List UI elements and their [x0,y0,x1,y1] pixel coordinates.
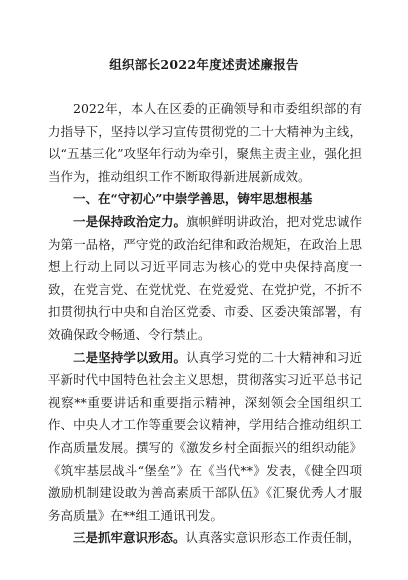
paragraph-1-body: 旗帜鲜明讲政治，把对党忠诚作为第一品格，严守党的政治纪律和政治规矩，在政治上思想上行动上同以习近平同志为核心的党中央保持高度一致，在党言党、在党忧党、在党爱党、在党护党，不折不扣贯彻执行中央和自治区党委、市委、区委决策部署，有效确保政令畅通、令行禁止。 [48,213,362,342]
paragraph-2-lead: 二是坚持学以致用。 [73,349,187,365]
paragraph-3 [48,527,362,550]
document-title: 组织部长2022年度述责述廉报告 [109,57,299,72]
paragraph-1 [48,211,362,347]
paragraph-2-body: 认真学习党的二十大精神和习近平新时代中国特色社会主义思想，贯彻落实习近平总书记视察**重要讲话和重要指示精神，深刻领会全国组织工作、中央人才工作等重要会议精神，学用结合推动组织工作高质量发展。撰写的《激发乡村全面振兴的组织动能》《筑牢基层战斗“堡垒”》在《当代**》发表，《健全四项激励机制建设敢为善高素质干部队伍》《汇聚优秀人才服务高质量》在**组工通讯刊发。 [48,349,362,523]
intro-paragraph: 2022年，本人在区委的正确领导和市委组织部的有力指导下，坚持以学习宣传贯彻党的二十大精神为主线，以“五基三化”攻坚年行动为牵引，聚焦主责主业，强化担当作为，推动组织工作不断取得新进展新成效。 [48,101,362,184]
section-heading-1: 一、在“守初心”中崇学善思，铸牢思想根基 [73,191,313,207]
document-body [48,98,362,550]
paragraph-2 [48,347,362,528]
paragraph-3-lead: 三是抓牢意识形态。 [73,530,186,546]
paragraph-1-lead: 一是保持政治定力。 [73,213,187,229]
paragraph-3-body: 认真落实意识形态工作责任制， [185,530,361,546]
